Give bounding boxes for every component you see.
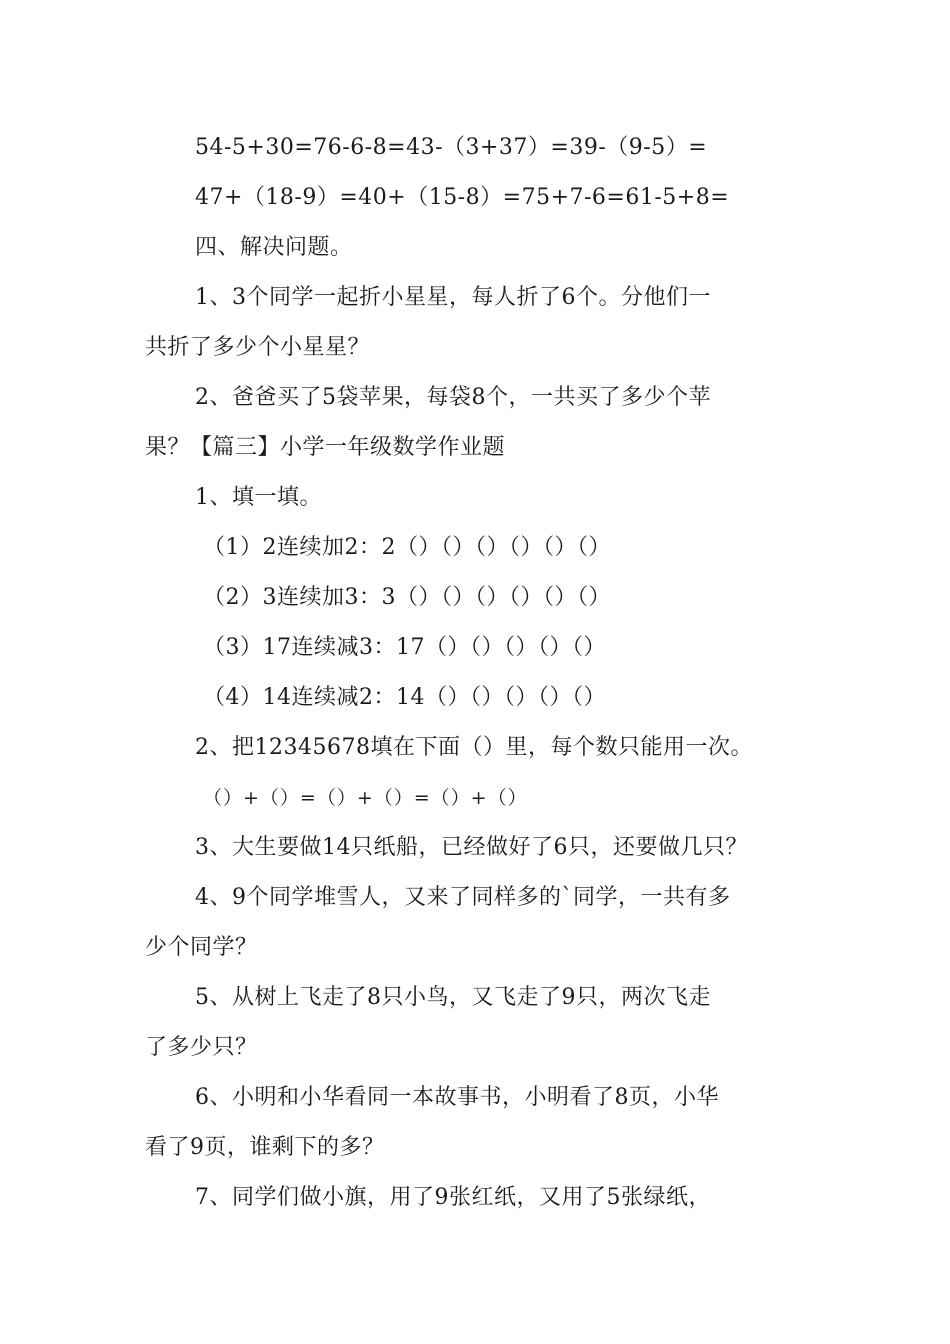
exercise-fill-in-heading: 1、填一填。: [195, 485, 322, 510]
problem-2-line-2-section-title: 果？【篇三】小学一年级数学作业题: [145, 435, 506, 460]
fill-in-item-2: （2）3连续加3：3（）（）（）（）（）（）: [203, 585, 611, 610]
exercise-7-line-1: 7、同学们做小旗，用了9张红纸，又用了5张绿纸，: [195, 1185, 711, 1210]
exercise-4-line-1: 4、9个同学堆雪人，又来了同样多的`同学，一共有多: [195, 885, 731, 910]
problem-2-line-1: 2、爸爸买了5袋苹果，每袋8个，一共买了多少个苹: [195, 385, 711, 410]
exercise-2-equation: （）+（）=（）+（）=（）+（）: [203, 787, 528, 809]
arithmetic-row-1: 54-5+30=76-6-8=43-（3+37）=39-（9-5）=: [195, 135, 708, 160]
fill-in-item-3: （3）17连续减3：17（）（）（）（）（）: [203, 635, 606, 660]
arithmetic-row-2: 47+（18-9）=40+（15-8）=75+7-6=61-5+8=: [195, 185, 730, 210]
exercise-4-line-2: 少个同学？: [145, 935, 258, 960]
fill-in-item-1: （1）2连续加2：2（）（）（）（）（）（）: [203, 535, 611, 560]
fill-in-item-4: （4）14连续减2：14（）（）（）（）（）: [203, 685, 606, 710]
section-heading-solve-problems: 四、解决问题。: [195, 235, 353, 260]
exercise-5-line-1: 5、从树上飞走了8只小鸟，又飞走了9只，两次飞走: [195, 985, 711, 1010]
problem-1-line-1: 1、3个同学一起折小星星，每人折了6个。分他们一: [195, 285, 711, 310]
exercise-5-line-2: 了多少只？: [145, 1035, 258, 1060]
exercise-6-line-2: 看了9页，谁剩下的多？: [145, 1135, 385, 1160]
exercise-6-line-1: 6、小明和小华看同一本故事书，小明看了8页，小华: [195, 1085, 719, 1110]
exercise-2-instruction: 2、把12345678填在下面（）里，每个数只能用一次。: [195, 735, 753, 760]
exercise-3: 3、大生要做14只纸船，已经做好了6只，还要做几只？: [195, 835, 748, 860]
problem-1-line-2: 共折了多少个小星星？: [145, 335, 371, 360]
